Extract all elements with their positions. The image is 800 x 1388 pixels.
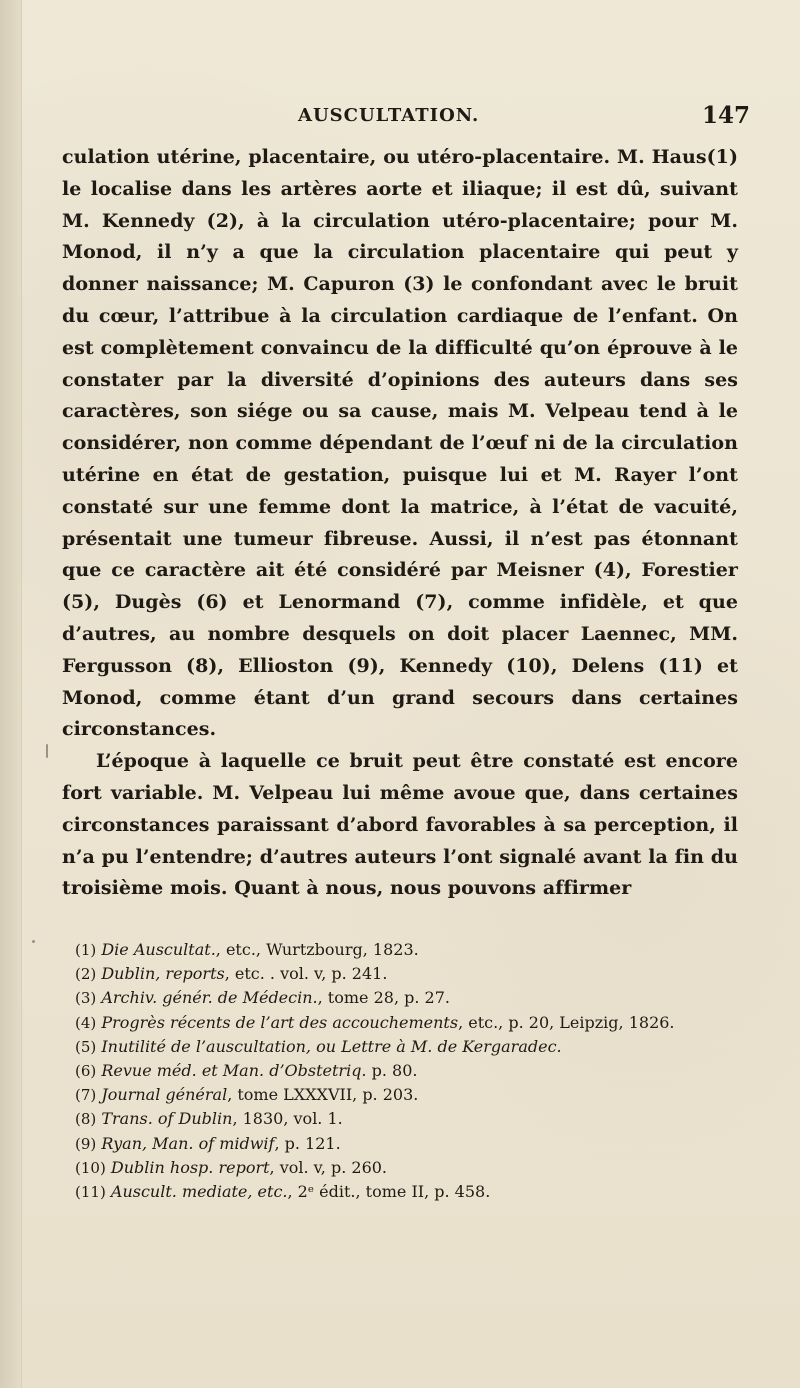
footnote-number: (5) — [75, 1037, 97, 1056]
footnote-1 — [75, 938, 745, 962]
footnote-title: Ryan, Man. of midwif — [101, 1133, 275, 1153]
footnote-details: , tome LXXXVII, p. 203. — [227, 1085, 419, 1105]
print-dot — [32, 940, 35, 943]
page-number: 147 — [701, 102, 750, 129]
footnote-2 — [75, 962, 745, 986]
footnote-title: Auscult. mediate, etc. — [110, 1182, 288, 1202]
footnote-4 — [75, 1011, 745, 1035]
footnote-details: p. 80. — [366, 1061, 418, 1081]
footnote-number: (11) — [75, 1183, 106, 1202]
footnote-details: , etc., p. 20, Leipzig, 1826. — [458, 1012, 675, 1032]
footnote-number: (7) — [75, 1086, 97, 1105]
footnote-6 — [75, 1059, 745, 1083]
footnote-details: , vol. v, p. 260. — [269, 1157, 388, 1177]
footnote-8 — [75, 1107, 745, 1131]
paragraph-2: L’époque à laquelle ce bruit peut être constaté est encore fort variable. M. Velpeau lui même avoue que, dans certaines circonstances paraissant d’abord favorables à sa perception, il n’a pu l’entendre; d’autres auteurs l’ont signalé avant la fin du troisième mois. Quant à nous, nous pouvons affirmer — [62, 750, 738, 900]
footnote-number: (10) — [75, 1158, 106, 1177]
footnote-number: (2) — [75, 965, 97, 984]
footnote-7 — [75, 1083, 745, 1107]
footnote-title: Trans. of Dublin — [101, 1109, 233, 1129]
footnote-title: Die Auscultat. — [101, 940, 216, 959]
page-binding-shadow — [0, 0, 22, 1388]
footnote-10 — [75, 1156, 745, 1180]
footnote-title: Dublin hosp. report — [110, 1157, 270, 1177]
footnote-number: (4) — [75, 1013, 97, 1032]
footnote-title: Progrès récents de l’art des accouchements — [101, 1012, 459, 1032]
running-head: AUSCULTATION. — [298, 105, 480, 126]
footnote-title: Revue méd. et Man. d’Obstetriq. — [101, 1061, 367, 1081]
footnotes — [75, 938, 745, 1204]
footnote-number: (8) — [75, 1110, 97, 1129]
footnote-title: Dublin, reports — [101, 964, 225, 984]
footnote-9 — [75, 1132, 745, 1156]
footnote-number: (9) — [75, 1134, 97, 1153]
footnote-details: , 2ᵉ édit., tome II, p. 458. — [287, 1182, 491, 1202]
footnote-details: , etc. . vol. v, p. 241. — [224, 964, 388, 984]
footnote-details: , tome 28, p. 27. — [317, 988, 450, 1008]
footnote-3 — [75, 986, 745, 1010]
footnote-details: , etc., Wurtzbourg, 1823. — [215, 940, 419, 959]
footnote-number: (1) — [75, 941, 97, 959]
page-header — [60, 102, 750, 136]
footnote-11 — [75, 1180, 745, 1204]
footnote-details: , p. 121. — [274, 1133, 341, 1153]
main-text — [62, 142, 738, 905]
print-mark — [46, 744, 48, 758]
footnote-title: Journal général — [101, 1085, 228, 1105]
footnote-number: (3) — [75, 989, 97, 1008]
paragraph-1: culation utérine, placentaire, ou utéro-placentaire. M. Haus(1) le localise dans les artères aorte et iliaque; il est dû, suivant M. Kennedy (2), à la circulation utéro-placentaire; pour M. Monod, il n’y a que la circulation placentaire qui peut y donner naissance; M. Capuron (3) le confondant avec le bruit du cœur, l’attribue à la circulation cardiaque de l’enfant. On est complètement convaincu de la difficulté qu’on éprouve à le constater par la diversité d’opinions des auteurs dans ses caractères, son siége ou sa cause, mais M. Velpeau tend à le considérer, non comme dépendant de l’œuf ni de la circulation utérine en état de gestation, puisque lui et M. Rayer l’ont constaté sur une femme dont la matrice, à l’état de vacuité, présentait une tumeur fibreuse. Aussi, il n’est pas étonnant que ce caractère ait été considéré par Meisner (4), Forestier (5), Dugès (6) et Lenormand (7), comme infidèle, et que d’autres, au nombre desquels on doit placer Laennec, MM. Fergusson (8), Ellioston (9), Kennedy (10), Delens (11) et Monod, comme étant d’un grand secours dans certaines circonstances. — [62, 146, 738, 741]
footnote-title: Archiv. génér. de Médecin. — [101, 988, 318, 1008]
footnote-title: Inutilité de l’auscultation, ou Lettre à M. de Kergaradec. — [101, 1036, 562, 1056]
footnote-number: (6) — [75, 1062, 97, 1081]
footnote-details: , 1830, vol. 1. — [232, 1109, 343, 1129]
footnote-5 — [75, 1035, 745, 1059]
